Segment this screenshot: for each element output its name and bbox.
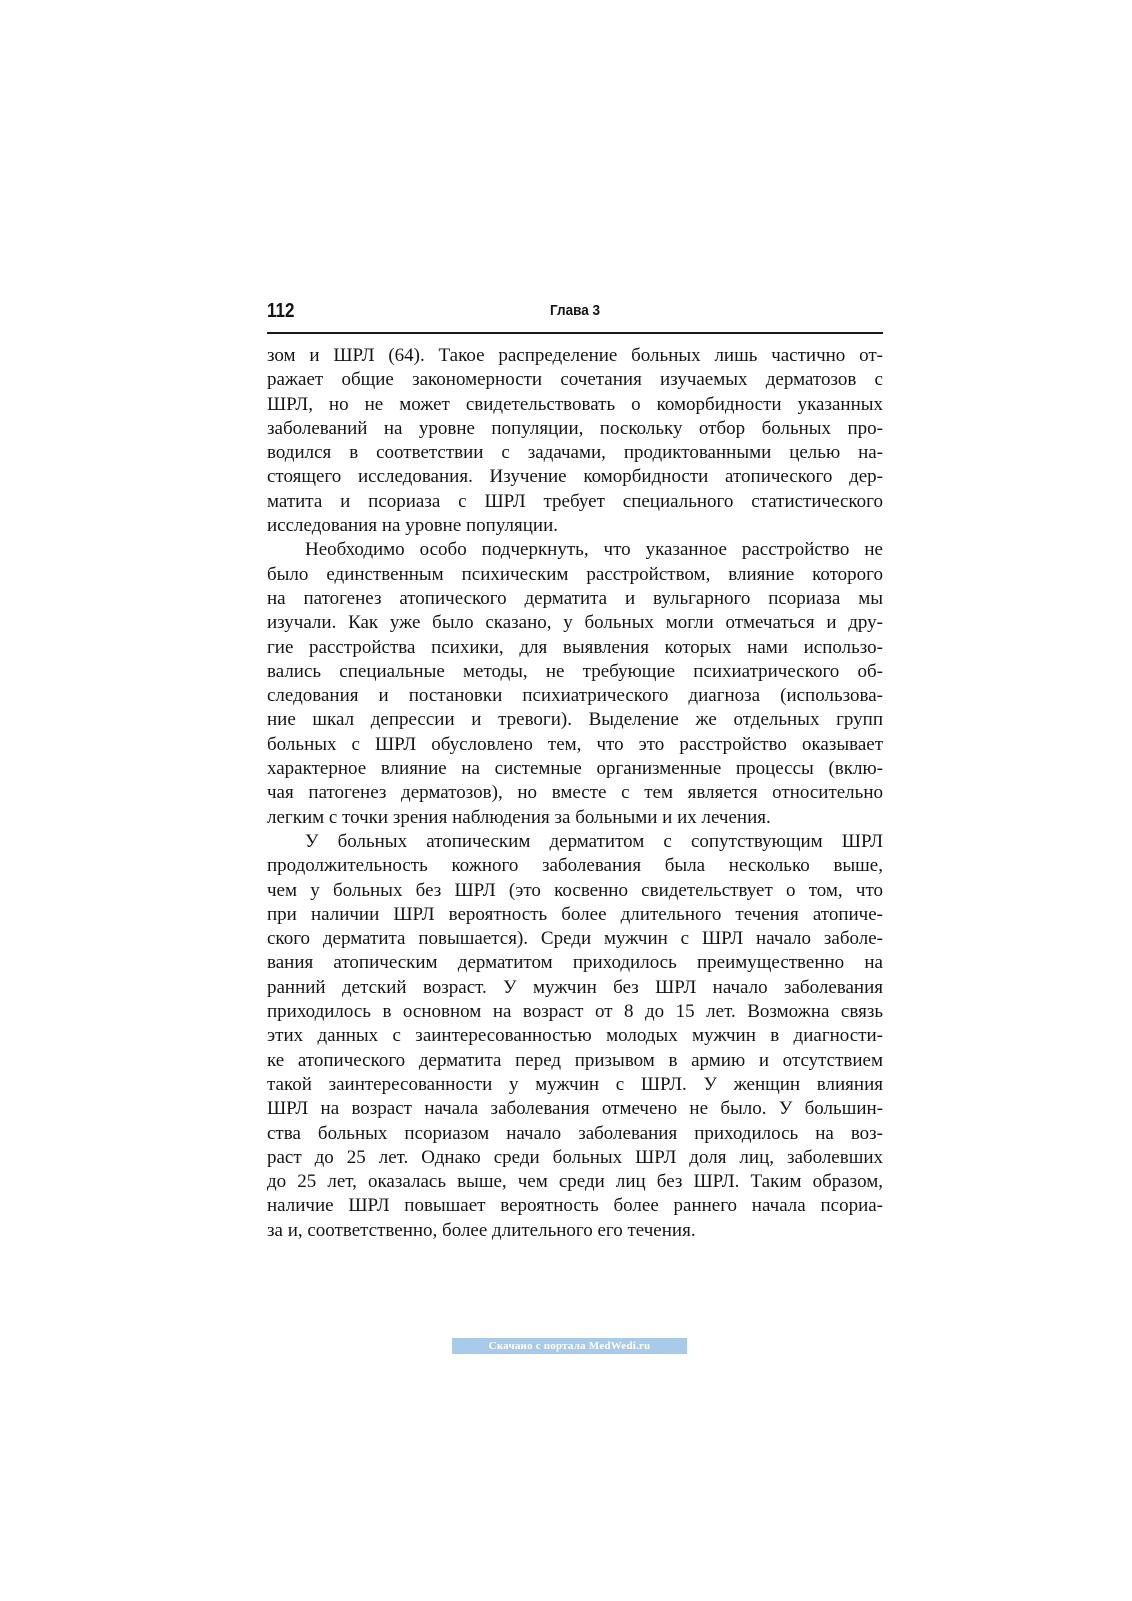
text-line: чая патогенез дерматозов), но вместе с тем является относительно xyxy=(267,782,883,804)
text-line: больных с ШРЛ обусловлено тем, что это расстройство оказывает xyxy=(267,733,883,755)
text-line: продолжительность кожного заболевания была несколько выше, xyxy=(267,855,883,877)
text-line: легким с точки зрения наблюдения за больными и их лечения. xyxy=(267,806,771,828)
text-line: ние шкал депрессии и тревоги). Выделение же отдельных групп xyxy=(267,709,883,731)
text-line: приходилось в основном на возраст от 8 до 15 лет. Возможна связь xyxy=(267,1001,883,1023)
text-line: вались специальные методы, не требующие психиатрического об- xyxy=(267,660,883,682)
paragraph-2 xyxy=(267,538,883,830)
running-head xyxy=(267,298,883,334)
text-line: ражает общие закономерности сочетания изучаемых дерматозов с xyxy=(267,369,883,391)
text-line: характерное влияние на системные организменные процессы (вклю- xyxy=(267,758,883,780)
text-line: ке атопического дерматита перед призывом в армию и отсутствием xyxy=(267,1049,883,1071)
text-line: ранний детский возраст. У мужчин без ШРЛ начало заболевания xyxy=(267,976,883,998)
text-line: зом и ШРЛ (64). Такое распределение больных лишь частично от- xyxy=(267,345,883,366)
text-line: Необходимо особо подчеркнуть, что указанное расстройство не xyxy=(305,539,883,561)
chapter-title: Глава 3 xyxy=(550,302,600,319)
text-line: изучали. Как уже было сказано, у больных могли отмечаться и дру- xyxy=(267,612,883,634)
text-line: раст до 25 лет. Однако среди больных ШРЛ доля лиц, заболевших xyxy=(267,1146,883,1168)
text-line: заболеваний на уровне популяции, поскольку отбор больных про- xyxy=(267,417,883,439)
text-line: стоящего исследования. Изучение коморбидности атопического дер- xyxy=(267,466,883,488)
body-text xyxy=(267,344,883,1243)
text-line: ШРЛ, но не может свидетельствовать о коморбидности указанных xyxy=(267,393,883,415)
text-line: за и, соответственно, более длительного его течения. xyxy=(267,1219,696,1241)
text-line: У больных атопическим дерматитом с сопутствующим ШРЛ xyxy=(305,830,883,852)
text-line: чем у больных без ШРЛ (это косвенно свидетельствует о том, что xyxy=(267,879,883,901)
text-line: водился в соответствии с задачами, продиктованными целью на- xyxy=(267,442,883,464)
text-line: ства больных псориазом начало заболевания приходилось на воз- xyxy=(267,1122,883,1144)
text-line: такой заинтересованности у мужчин с ШРЛ. У женщин влияния xyxy=(267,1073,883,1095)
text-line: следования и постановки психиатрического диагноза (использова- xyxy=(267,685,883,707)
text-line: ШРЛ на возраст начала заболевания отмечено не было. У большин- xyxy=(267,1098,883,1120)
paragraph-3 xyxy=(267,830,883,1243)
text-line: ского дерматита повышается). Среди мужчин с ШРЛ начало заболе- xyxy=(267,928,883,950)
page-number: 112 xyxy=(267,300,295,322)
text-line: матита и псориаза с ШРЛ требует специального статистического xyxy=(267,490,883,512)
text-line: на патогенез атопического дерматита и вульгарного псориаза мы xyxy=(267,587,883,609)
text-line: при наличии ШРЛ вероятность более длительного течения атопиче- xyxy=(267,903,883,925)
text-line: до 25 лет, оказалась выше, чем среди лиц без ШРЛ. Таким образом, xyxy=(267,1171,883,1193)
text-line: вания атопическим дерматитом приходилось преимущественно на xyxy=(267,952,883,974)
text-line: гие расстройства психики, для выявления которых нами использо- xyxy=(267,636,883,658)
watermark-banner: Скачано с портала MedWedi.ru xyxy=(452,1338,687,1354)
paragraph-1 xyxy=(267,344,883,538)
text-line: наличие ШРЛ повышает вероятность более раннего начала псориа- xyxy=(267,1195,883,1217)
text-line: исследования на уровне популяции. xyxy=(267,515,558,537)
text-line: этих данных с заинтересованностью молодых мужчин в диагности- xyxy=(267,1025,883,1047)
text-line: было единственным психическим расстройством, влияние которого xyxy=(267,563,883,585)
